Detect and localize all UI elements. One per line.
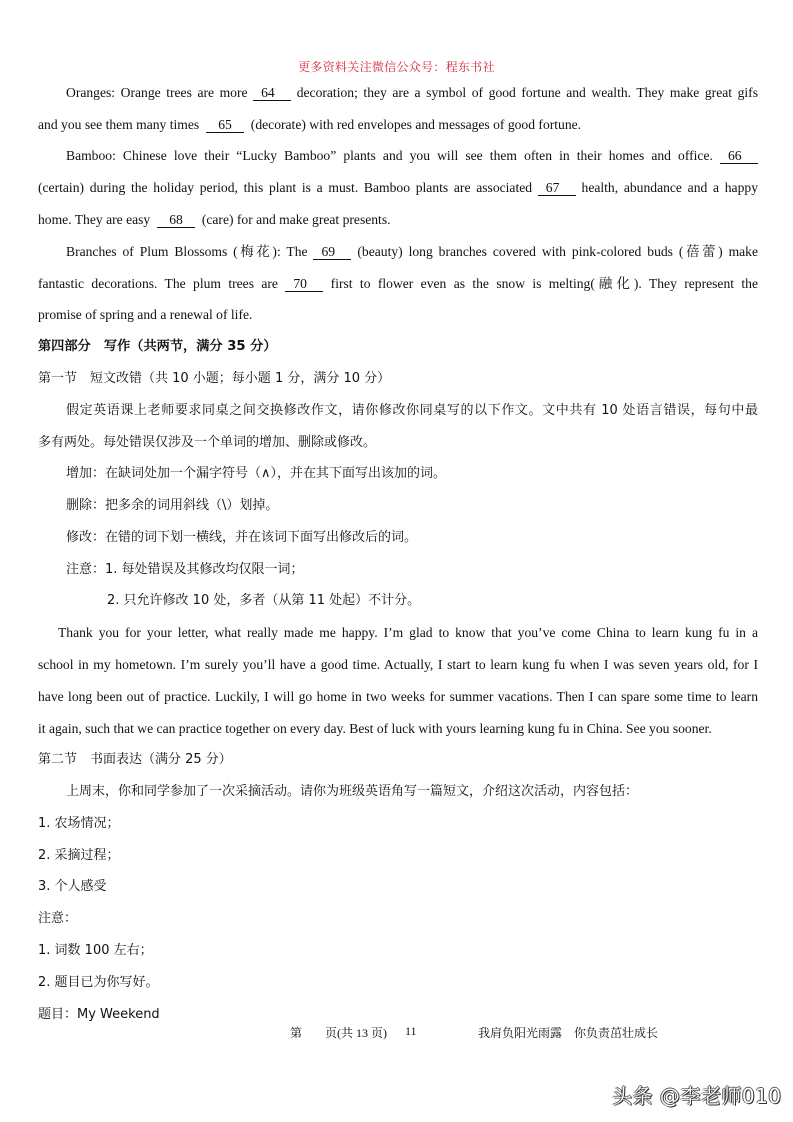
footer-page-number: 11 [405,1024,417,1038]
rule-modify: 修改：在错的词下划一横线，并在该词下面写出修改后的词。 [66,530,418,545]
blank-66: 66 [720,148,758,164]
topic: 题目：My Weekend [38,1007,160,1022]
section1-title: 第一节 短文改错（共 10 小题；每小题 1 分，满分 10 分） [38,371,391,386]
rule-note-1: 注意：1. 每处错误及其修改均仅限一词； [66,562,304,577]
passage-line-2: school in my hometown. I’m surely you’ll have a good time. Actually, I start to learn kung fu when I was seven years old, for I [38,657,758,672]
rule-delete: 删除：把多余的词用斜线（\）划掉。 [66,498,279,513]
blank-70: 70 [285,276,323,292]
header-banner: 更多资料关注微信公众号：程东书社 [298,60,495,74]
plum-line-3: promise of spring and a renewal of life. [38,307,253,322]
section1-intro-line-2: 多有两处。每处错误仅涉及一个单词的增加、删除或修改。 [38,435,377,450]
blank-67: 67 [538,180,576,196]
note-label: 注意： [38,911,78,926]
note-2: 2. 题目已为你写好。 [38,975,159,990]
rule-note-2: 2. 只允许修改 10 处，多者（从第 11 处起）不计分。 [107,593,421,608]
watermark: 头条 @李老师010 [612,1084,782,1108]
plum-line-1: Branches of Plum Blossoms (梅花): The 69 (beauty) long branches covered with pink-colored buds (蓓蕾) make [66,244,759,259]
footer-motto: 我肩负阳光雨露 你负责茁壮成长 [478,1026,659,1040]
point-3: 3. 个人感受 [38,879,107,894]
passage-line-4: it again, such that we can practice together on every day. Best of luck with yours learning kung fu in China. See you sooner. [38,721,712,736]
blank-65: 65 [206,117,244,133]
part4-title: 第四部分 写作（共两节，满分 35 分） [38,339,277,354]
passage-line-1: Thank you for your letter, what really made me happy. I’m glad to know that you’ve come China to learn kung fu in a [58,625,758,640]
blank-64: 64 [253,85,291,101]
bamboo-line-2: (certain) during the holiday period, this plant is a must. Bamboo plants are associated 67 health, abundance and a happy [38,180,758,195]
blank-68: 68 [157,212,195,228]
section2-title: 第二节 书面表达（满分 25 分） [38,752,232,767]
point-1: 1. 农场情况； [38,816,120,831]
note-1: 1. 词数 100 左右； [38,943,153,958]
section1-intro-line-1: 假定英语课上老师要求同桌之间交换修改作文，请你修改你同桌写的以下作文。文中共有 10 处语言错误，每句中最 [66,403,758,418]
oranges-line-1: Oranges: Orange trees are more 64 decoration; they are a symbol of good fortune and wealth. They make great gifs [66,85,759,100]
bamboo-line-1: Bamboo: Chinese love their “Lucky Bamboo” plants and you will see them often in their homes and office. 66 [38,147,758,165]
passage-line-3: have long been out of practice. Luckily, I will go home in two weeks for summer vacations. Then I can spare some time to learn [38,689,758,704]
blank-69: 69 [313,244,351,260]
bamboo-line-3: home. They are easy 68 (care) for and make great presents. [38,212,391,227]
footer-page-total: 页(共 13 页) [325,1026,387,1040]
section2-intro: 上周末，你和同学参加了一次采摘活动。请你为班级英语角写一篇短文，介绍这次活动，内容包括： [66,784,639,799]
footer-page-prefix: 第 [290,1026,303,1040]
point-2: 2. 采摘过程； [38,848,120,863]
rule-add: 增加：在缺词处加一个漏字符号（∧），并在其下面写出该加的词。 [66,466,447,481]
oranges-line-2: and you see them many times 65 (decorate) with red envelopes and messages of good fortune. [38,117,582,132]
plum-line-2: fantastic decorations. The plum trees are 70 first to flower even as the snow is melting(融化). They represent the [38,276,758,291]
